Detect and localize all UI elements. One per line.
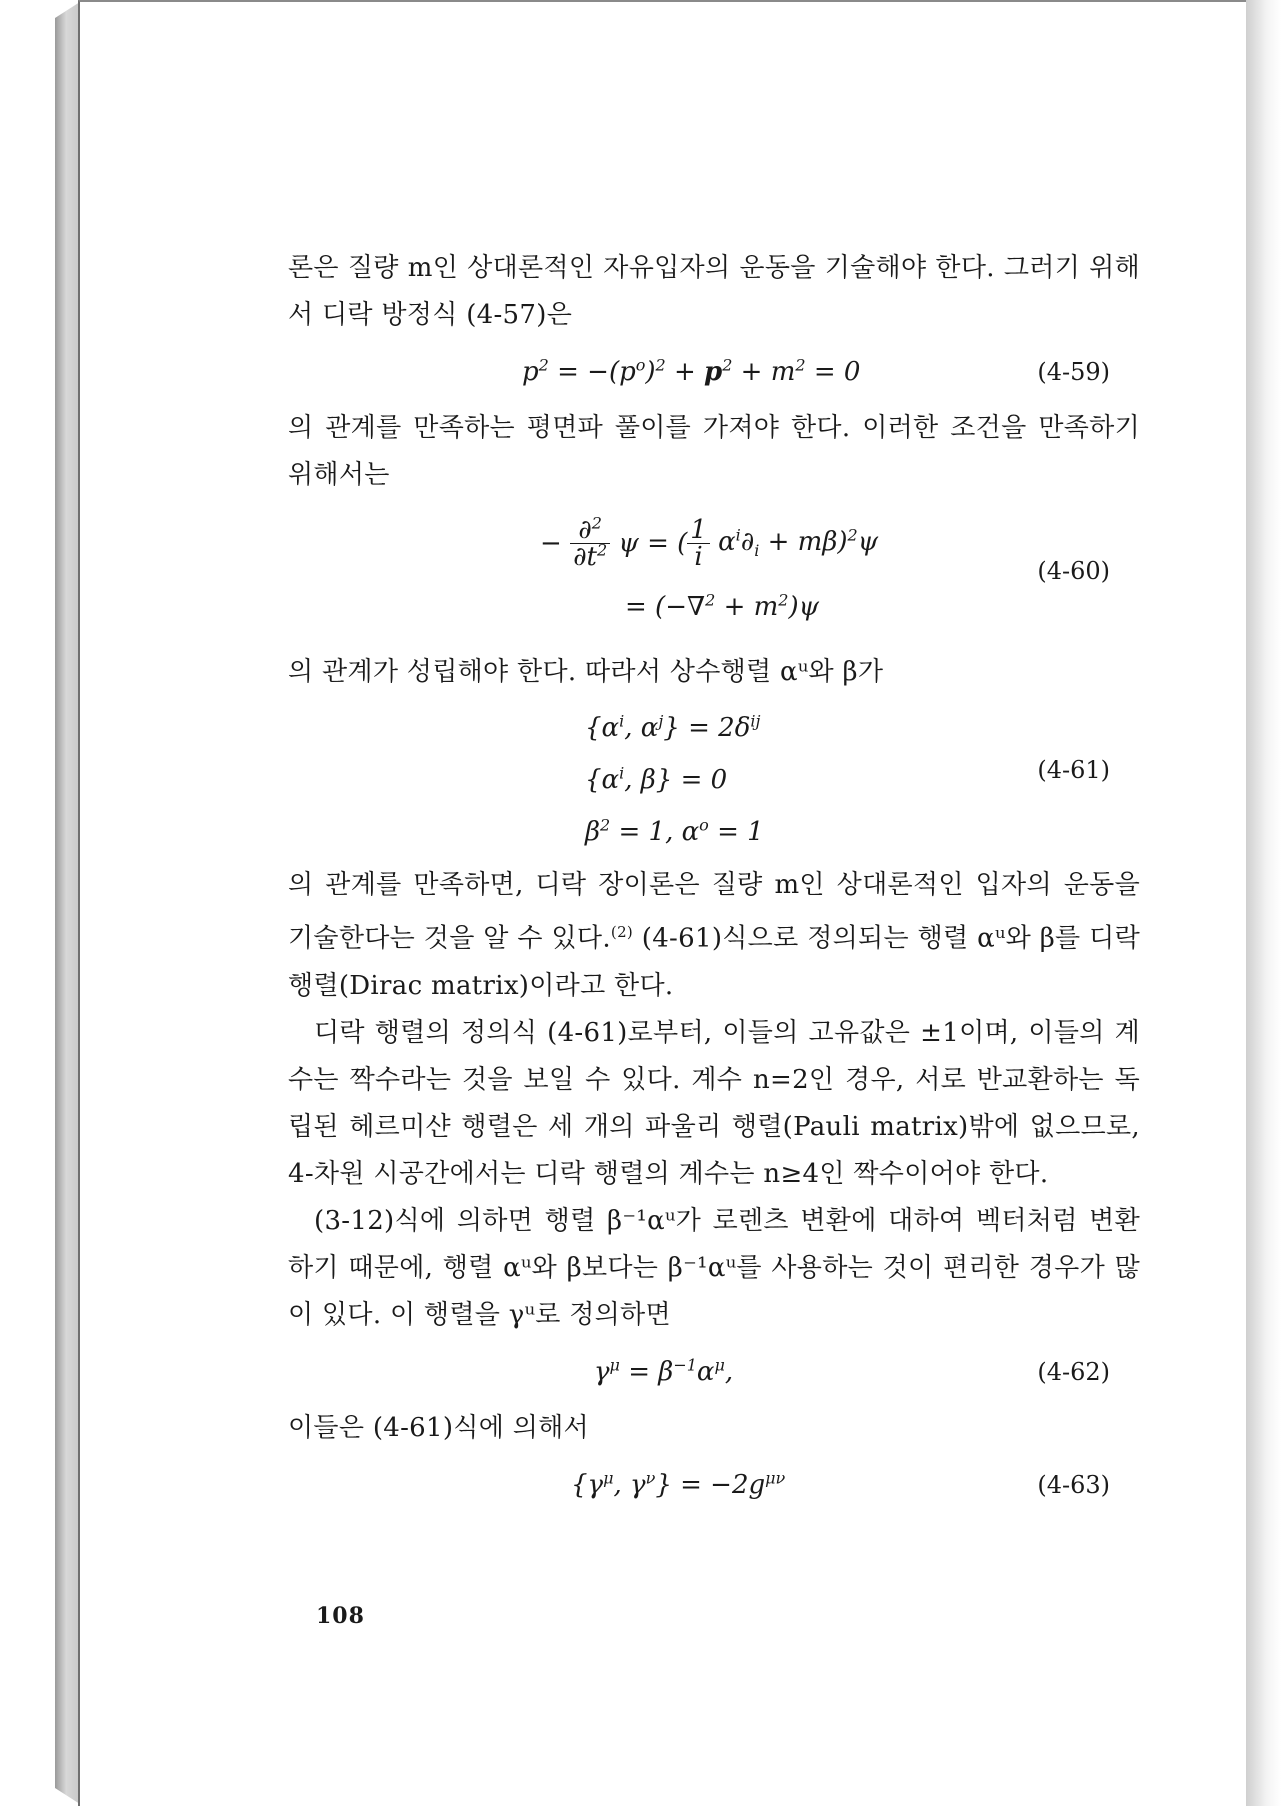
equation-number: (4-61) bbox=[1037, 756, 1110, 784]
equation-4-59 bbox=[288, 349, 1140, 395]
paragraph-4-text-a: 의 관계를 만족하면, 디락 장이론은 질량 m인 상대론적인 입자의 운동을 기술한다는 것을 알 수 있다. bbox=[288, 870, 1140, 954]
equation-4-60 bbox=[288, 513, 1140, 635]
equation-4-62-body: $\gamma^\mu = \beta^{-1}\alpha^\mu$, bbox=[594, 1355, 734, 1387]
paragraph-5: 디락 행렬의 정의식 (4-61)로부터, 이들의 고유값은 ±1이며, 이들의 계수는 짝수라는 것을 보일 수 있다. 계수 n=2인 경우, 서로 반교환하는 독립된 헤르미샨 행렬은 세 개의 파울리 행렬(Pauli matrix)밖에 없으므로, 4-차원 시공간에서는 디락 행렬의 계수는 n≥4인 짝수이어야 한다. bbox=[288, 1017, 1140, 1189]
paragraph-4 bbox=[288, 862, 1140, 1010]
paragraph-6: (3-12)식에 의하면 행렬 β⁻¹αᵘ가 로렌츠 변환에 대하여 벡터처럼 변환하기 때문에, 행렬 αᵘ와 β보다는 β⁻¹αᵘ를 사용하는 것이 편리한 경우가 많이 있다. 이 행렬을 γᵘ로 정의하면 bbox=[288, 1205, 1140, 1330]
paragraph-2: 의 관계를 만족하는 평면파 풀이를 가져야 한다. 이러한 조건을 만족하기 위해서는 bbox=[288, 413, 1140, 490]
footnote-reference: (2) bbox=[610, 923, 634, 941]
equation-number: (4-63) bbox=[1037, 1470, 1110, 1499]
equation-4-59-body: $p^2 = -(p^o)^2 + p^2 + m^2 = 0$ bbox=[522, 355, 861, 387]
equation-number: (4-60) bbox=[1037, 557, 1110, 585]
page-edge-shadow bbox=[1246, 0, 1281, 1806]
equation-4-61-line-1: {$\alpha^i$, $\alpha^j\} = 2\delta^{ij}$ bbox=[585, 711, 761, 743]
paragraph-7: 이들은 (4-61)식에 의해서 bbox=[288, 1412, 589, 1443]
equation-4-61-line-3: $\beta^2 = 1$, $\alpha^o = 1$ bbox=[585, 815, 764, 847]
equation-4-60-line-1: − $\frac{\partial^2}{\partial t^2}$ ψ = ( $\frac{1}{i}$ $\alpha^i\partial_i + m\beta)^2\psi$ bbox=[540, 513, 879, 572]
equation-4-61 bbox=[288, 704, 1140, 854]
equation-number: (4-59) bbox=[1037, 358, 1110, 386]
paragraph-3: 의 관계가 성립해야 한다. 따라서 상수행렬 αᵘ와 β가 bbox=[288, 657, 884, 687]
equation-4-61-line-2: {$\alpha^i$, β} = 0 bbox=[585, 763, 728, 795]
paragraph-4-text-b: (4-61)식으로 정의되는 행렬 αᵘ와 β를 디락 행렬(Dirac matrix)이라고 한다. bbox=[288, 923, 1141, 1001]
equation-4-63-body: {$\gamma^\mu$, $\gamma^\nu\} = -2g^{\mu\nu}$ bbox=[571, 1468, 786, 1500]
equation-4-60-line-2: = $(-\nabla^2 + m^2)\psi$ bbox=[625, 590, 820, 622]
paragraph-1: 론은 질량 m인 상대론적인 자유입자의 운동을 기술해야 한다. 그러기 위해서 디락 방정식 (4-57)은 bbox=[288, 253, 1140, 330]
equation-4-63 bbox=[288, 1462, 1140, 1508]
page-number: 108 bbox=[316, 1603, 365, 1629]
equation-number: (4-62) bbox=[1037, 1357, 1110, 1386]
page-content bbox=[288, 245, 1140, 1518]
equation-4-62 bbox=[288, 1349, 1140, 1395]
